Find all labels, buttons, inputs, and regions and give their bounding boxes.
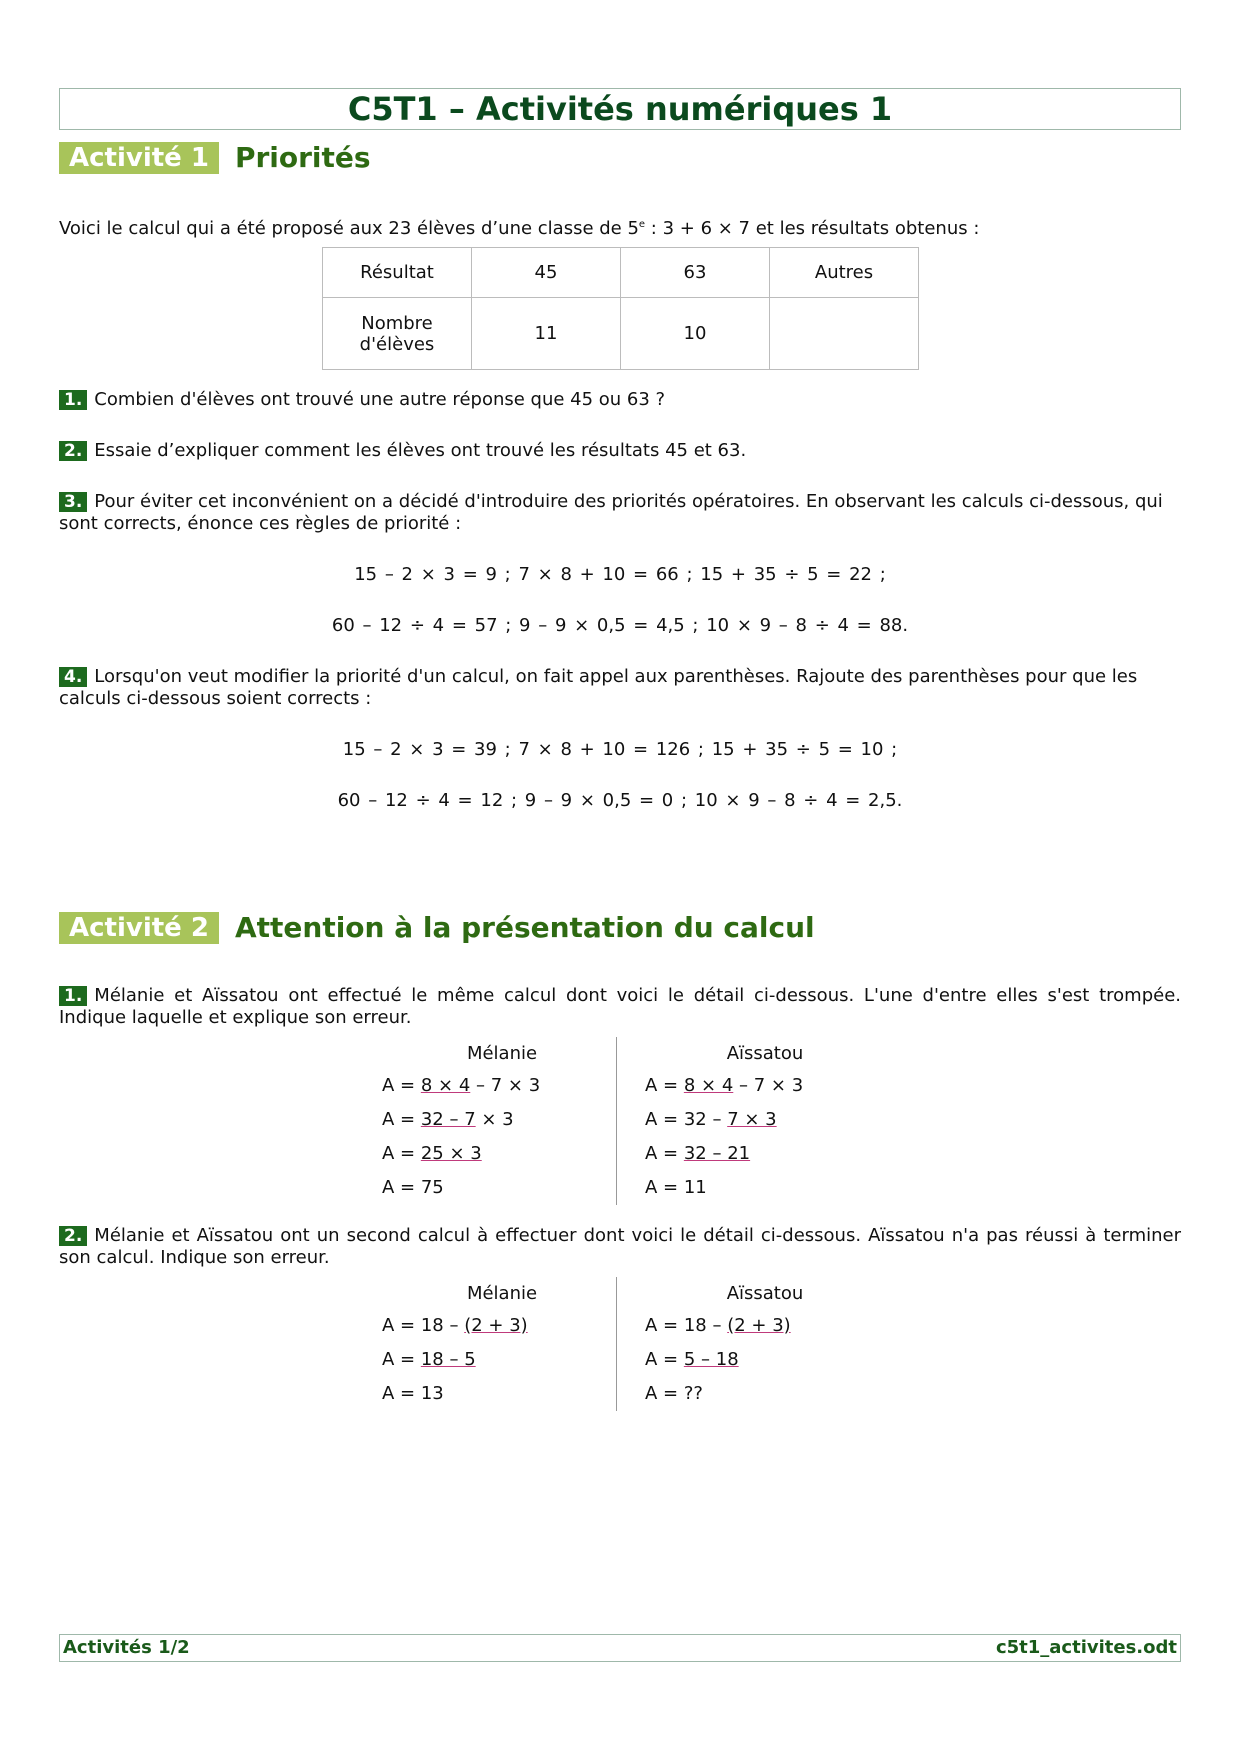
activity-1-badge: Activité 1	[59, 142, 219, 174]
table-row	[323, 298, 919, 370]
question-number: 2.	[59, 1226, 87, 1246]
column-name: Aïssatou	[726, 1283, 804, 1304]
question-4: 4. Lorsqu'on veut modifier la priorité d'un calcul, on fait appel aux parenthèses. Rajoute des parenthèses pour que les calculs ci-dessous soient corrects :	[59, 666, 1138, 709]
column-divider	[616, 1037, 617, 1205]
calc-line: 15 – 2 × 3 = 9 ; 7 × 8 + 10 = 66 ; 15 + 35 ÷ 5 = 22 ;	[354, 564, 886, 585]
column-name: Mélanie	[466, 1283, 538, 1304]
table-cell: 63	[621, 248, 770, 298]
calc2-right-column	[645, 1279, 885, 1411]
column-name: Mélanie	[466, 1043, 538, 1064]
activity-2-question-1: 1. Mélanie et Aïssatou ont effectué le même calcul dont voici le détail ci-dessous. L'une d'entre elles s'est trompée. Indique laquelle et explique son erreur.	[59, 985, 1181, 1028]
table-cell	[770, 298, 919, 370]
calc-step: A = 25 × 3	[382, 1143, 482, 1164]
question-number: 2.	[59, 441, 87, 461]
question-number: 3.	[59, 492, 87, 512]
footer-filename: c5t1_activites.odt	[995, 1637, 1177, 1658]
table-cell: Nombre d'élèves	[323, 298, 472, 370]
table-row	[323, 248, 919, 298]
footer-page-label: Activités 1/2	[63, 1637, 190, 1658]
activity-2-header	[59, 911, 815, 944]
calc-step: A = 11	[645, 1177, 707, 1198]
calc-step: A = 8 × 4 – 7 × 3	[382, 1075, 541, 1096]
question-number: 4.	[59, 667, 87, 687]
table-cell: 11	[472, 298, 621, 370]
question-number: 1.	[59, 986, 87, 1006]
table-cell: Autres	[770, 248, 919, 298]
question-1: 1. Combien d'élèves ont trouvé une autre réponse que 45 ou 63 ?	[59, 389, 1181, 411]
activity-1-title: Priorités	[234, 141, 371, 174]
table-cell: 10	[621, 298, 770, 370]
activity-2-title: Attention à la présentation du calcul	[234, 911, 815, 944]
calc-step: A = 18 – (2 + 3)	[645, 1315, 791, 1336]
calc-step: A = 13	[382, 1383, 444, 1404]
table-cell: 45	[472, 248, 621, 298]
column-name: Aïssatou	[726, 1043, 804, 1064]
calc-line: 15 – 2 × 3 = 39 ; 7 × 8 + 10 = 126 ; 15 + 35 ÷ 5 = 10 ;	[342, 739, 898, 760]
page-title: C5T1 – Activités numériques 1	[59, 88, 1181, 130]
calc-step: A = ??	[645, 1383, 703, 1404]
page-footer	[59, 1634, 1181, 1662]
activity-1-intro: Voici le calcul qui a été proposé aux 23 élèves d’une classe de 5e : 3 + 6 × 7 et les résultats obtenus :	[59, 218, 980, 239]
activity-2-question-2: 2. Mélanie et Aïssatou ont un second calcul à effectuer dont voici le détail ci-dessous. Aïssatou n'a pas réussi à terminer son calcul. Indique son erreur.	[59, 1225, 1181, 1268]
question-number: 1.	[59, 390, 87, 410]
calc2-left-column	[382, 1279, 622, 1411]
calc-step: A = 32 – 21	[645, 1143, 751, 1164]
column-divider	[616, 1277, 617, 1411]
calc-step: A = 75	[382, 1177, 444, 1198]
calc-step: A = 8 × 4 – 7 × 3	[645, 1075, 804, 1096]
calc-step: A = 32 – 7 × 3	[645, 1109, 777, 1130]
calc-step: A = 18 – 5	[382, 1349, 476, 1370]
calc-step: A = 32 – 7 × 3	[382, 1109, 514, 1130]
question-3: 3. Pour éviter cet inconvénient on a décidé d'introduire des priorités opératoires. En observant les calculs ci-dessous, qui sont corrects, énonce ces règles de priorité :	[59, 491, 1163, 534]
calc1-right-column	[645, 1039, 885, 1205]
calc-line: 60 – 12 ÷ 4 = 57 ; 9 – 9 × 0,5 = 4,5 ; 10 × 9 – 8 ÷ 4 = 88.	[331, 615, 909, 636]
calc-step: A = 5 – 18	[645, 1349, 739, 1370]
results-table	[322, 247, 919, 370]
calc-step: A = 18 – (2 + 3)	[382, 1315, 528, 1336]
question-2: 2. Essaie d’expliquer comment les élèves ont trouvé les résultats 45 et 63.	[59, 440, 1181, 462]
calc1-left-column	[382, 1039, 622, 1205]
calc-line: 60 – 12 ÷ 4 = 12 ; 9 – 9 × 0,5 = 0 ; 10 × 9 – 8 ÷ 4 = 2,5.	[337, 790, 903, 811]
activity-2-badge: Activité 2	[59, 912, 219, 944]
table-cell: Résultat	[323, 248, 472, 298]
activity-1-header	[59, 141, 371, 174]
